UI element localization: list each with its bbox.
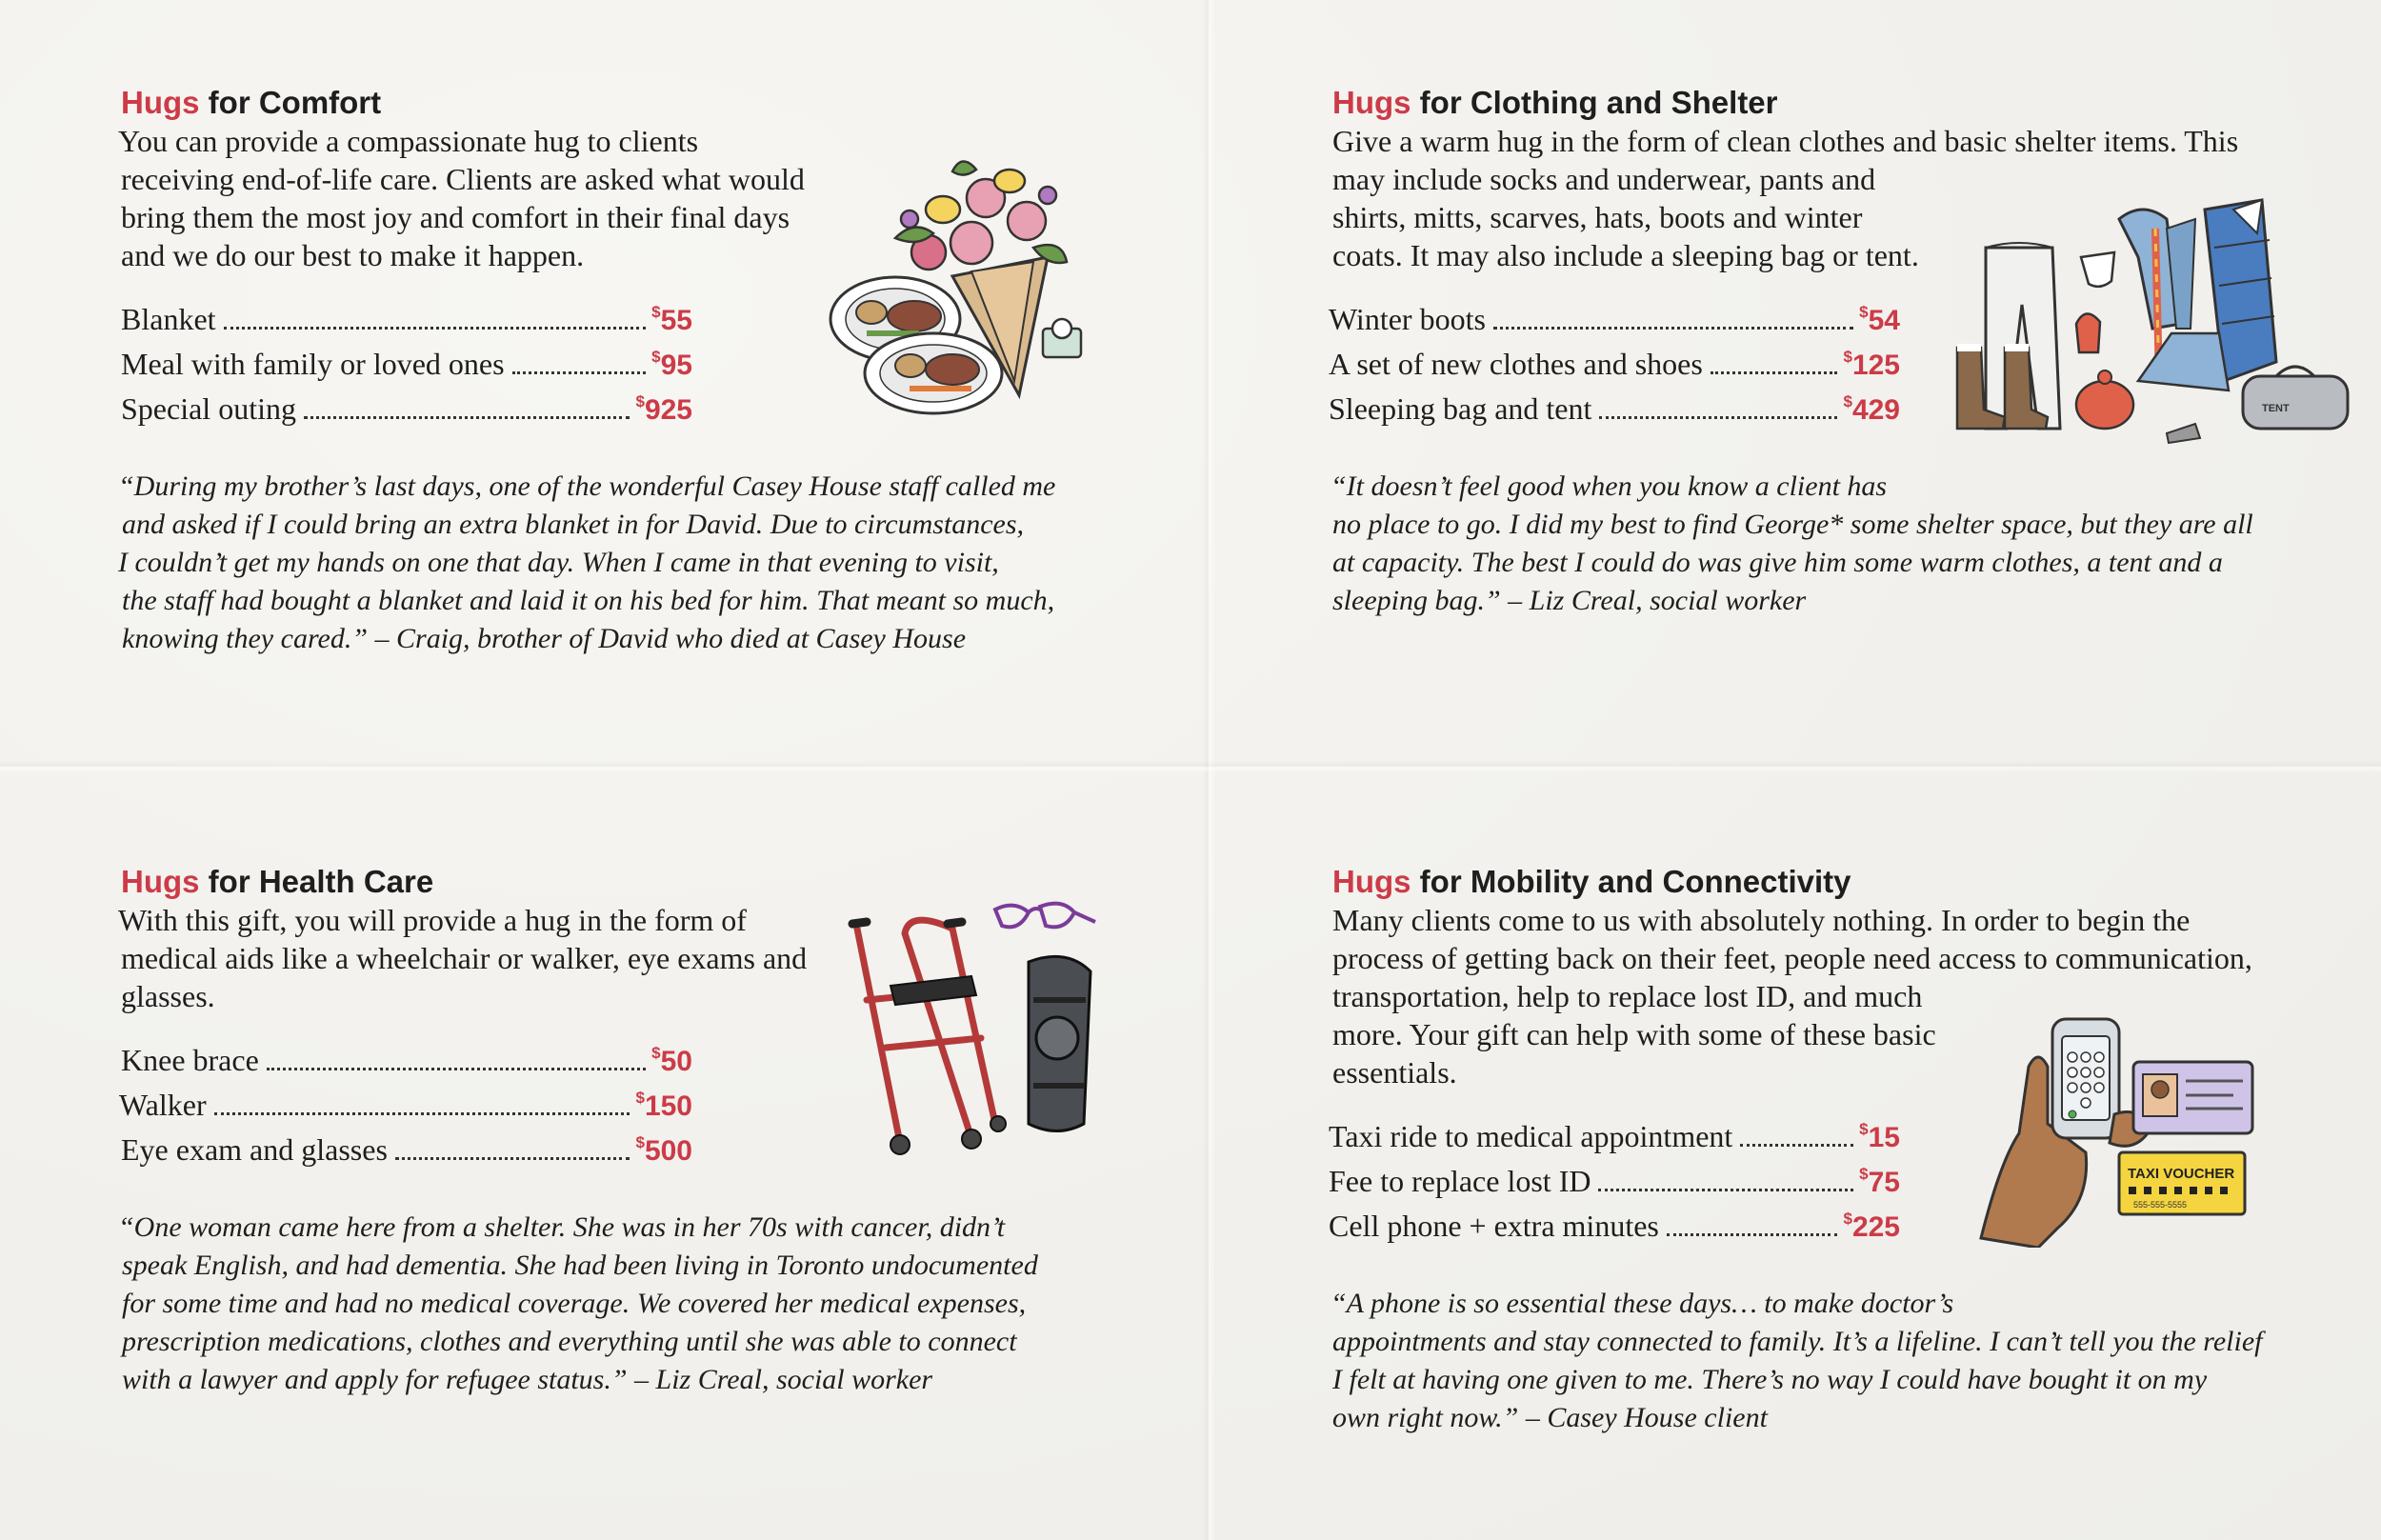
- price-row: [1329, 1112, 1900, 1157]
- price-value: $150: [635, 1089, 692, 1122]
- quote-line: appointments and stay connected to family. It’s a lifeline. I can’t tell you the relief: [1332, 1326, 2263, 1357]
- dot-leader: [395, 1157, 630, 1160]
- quote-line: with a lawyer and apply for refugee status.” – Liz Creal, social worker: [122, 1364, 933, 1395]
- testimonial-quote: [1332, 468, 2323, 620]
- quote-line: speak English, and had dementia. She had been living in Toronto undocumented: [122, 1250, 1038, 1281]
- intro-line: may include socks and underwear, pants and: [1332, 162, 1876, 196]
- intro-line: medical aids like a wheelchair or walker, eye exams and: [121, 941, 808, 975]
- section-title-accent: Hugs: [121, 85, 200, 120]
- price-value: $95: [651, 348, 692, 381]
- price-row: [1329, 385, 1900, 430]
- flowers-meal-ring-icon: [829, 152, 1114, 419]
- price-value: $925: [635, 392, 692, 426]
- currency-symbol: $: [651, 1044, 661, 1062]
- price-label: Fee to replace lost ID: [1329, 1164, 1591, 1198]
- taxi-voucher-number: 555-555-5555: [2133, 1200, 2188, 1210]
- price-value: $225: [1843, 1210, 1900, 1243]
- dot-leader: [1667, 1233, 1838, 1236]
- currency-symbol: $: [635, 1133, 645, 1151]
- section-title-accent: Hugs: [121, 864, 200, 899]
- intro-line: glasses.: [121, 979, 215, 1013]
- price-value: $55: [651, 303, 692, 336]
- winter-clothes-tent-icon: [1948, 190, 2367, 448]
- dot-leader: [1740, 1144, 1853, 1147]
- price-value: $500: [635, 1133, 692, 1167]
- intro-line: shirts, mitts, scarves, hats, boots and winter: [1332, 200, 1863, 234]
- price-row: [121, 1126, 692, 1170]
- section-title-accent: Hugs: [1332, 864, 1411, 899]
- quote-line: no place to go. I did my best to find George* some shelter space, but they are all: [1332, 509, 2253, 540]
- price-label: Walker: [119, 1088, 207, 1122]
- intro-line: receiving end-of-life care. Clients are asked what would: [121, 162, 805, 196]
- price-list: [1329, 295, 1900, 430]
- section-title-text: for Clothing and Shelter: [1419, 85, 1778, 120]
- dot-leader: [1493, 327, 1853, 330]
- intro-line: essentials.: [1332, 1055, 1457, 1090]
- price-row: [121, 340, 692, 385]
- tent-label: TENT: [2262, 403, 2290, 414]
- price-row: [1329, 340, 1900, 385]
- quote-line: I couldn’t get my hands on one that day. When I came in that evening to visit,: [118, 547, 999, 578]
- currency-symbol: $: [1859, 1120, 1869, 1138]
- quote-line: prescription medications, clothes and everything until she was able to connect: [122, 1326, 1017, 1357]
- price-label: Taxi ride to medical appointment: [1329, 1119, 1733, 1153]
- price-label: Meal with family or loved ones: [121, 347, 505, 381]
- price-label: Eye exam and glasses: [121, 1132, 388, 1167]
- horizontal-fold: [0, 760, 2381, 773]
- quote-line: for some time and had no medical coverage. We covered her medical expenses,: [122, 1288, 1027, 1319]
- intro-line: bring them the most joy and comfort in their final days: [121, 200, 790, 234]
- price-label: Winter boots: [1329, 302, 1486, 336]
- currency-symbol: $: [1843, 348, 1852, 366]
- intro-line: coats. It may also include a sleeping bag or tent.: [1332, 238, 1919, 272]
- currency-symbol: $: [635, 392, 645, 410]
- quote-line: “During my brother’s last days, one of the wonderful Casey House staff called me: [118, 470, 1056, 502]
- intro-line: You can provide a compassionate hug to clients: [118, 124, 699, 158]
- quote-line: at capacity. The best I could do was give him some warm clothes, a tent and a: [1332, 547, 2223, 578]
- price-row: [1329, 1202, 1900, 1247]
- currency-symbol: $: [651, 348, 661, 366]
- testimonial-quote: [118, 1209, 1073, 1399]
- currency-symbol: $: [1843, 1210, 1852, 1228]
- dot-leader: [1711, 371, 1838, 374]
- section-title-text: for Comfort: [208, 85, 382, 120]
- price-value: $429: [1843, 392, 1900, 426]
- quote-line: own right now.” – Casey House client: [1332, 1402, 1768, 1433]
- quote-line: and asked if I could bring an extra blanket in for David. Due to circumstances,: [122, 509, 1025, 540]
- price-list: [1329, 1112, 1900, 1247]
- section-title-text: for Mobility and Connectivity: [1419, 864, 1851, 899]
- dot-leader: [304, 416, 630, 419]
- dot-leader: [214, 1112, 630, 1115]
- intro-line: more. Your gift can help with some of these basic: [1332, 1017, 1936, 1051]
- quote-line: “One woman came here from a shelter. She was in her 70s with cancer, didn’t: [118, 1211, 1006, 1243]
- section-title: [121, 84, 1073, 122]
- section-title-accent: Hugs: [1332, 85, 1411, 120]
- dot-leader: [1598, 1189, 1853, 1191]
- quote-line: the staff had bought a blanket and laid it on his bed for him. That meant so much,: [122, 585, 1055, 616]
- price-label: Special outing: [121, 391, 296, 426]
- dot-leader: [512, 371, 647, 374]
- dot-leader: [1599, 416, 1837, 419]
- price-value: $125: [1843, 348, 1900, 381]
- quote-line: “A phone is so essential these days… to make doctor’s: [1331, 1288, 1954, 1319]
- intro-line: process of getting back on their feet, people need access to communication,: [1332, 941, 2252, 975]
- price-list: [121, 295, 692, 430]
- price-row: [1329, 1157, 1900, 1202]
- currency-symbol: $: [1843, 392, 1852, 410]
- testimonial-quote: [118, 468, 1073, 658]
- price-list: [121, 1036, 692, 1170]
- price-label: A set of new clothes and shoes: [1329, 347, 1703, 381]
- price-label: Blanket: [121, 302, 216, 336]
- section-title-text: for Health Care: [208, 864, 434, 899]
- intro-line: and we do our best to make it happen.: [121, 238, 585, 272]
- quote-line: sleeping bag.” – Liz Creal, social worker: [1332, 585, 1807, 616]
- price-value: $15: [1859, 1120, 1900, 1153]
- currency-symbol: $: [1859, 1165, 1869, 1183]
- price-row: [121, 1036, 692, 1081]
- intro-line: With this gift, you will provide a hug in the form of: [118, 903, 747, 937]
- walker-brace-glasses-icon: [829, 895, 1114, 1181]
- price-row: [1329, 295, 1900, 340]
- intro-line: transportation, help to replace lost ID, and much: [1332, 979, 1923, 1013]
- currency-symbol: $: [1859, 303, 1869, 321]
- price-value: $75: [1859, 1165, 1900, 1198]
- price-row: [119, 1081, 692, 1126]
- price-row: [121, 385, 692, 430]
- price-label: Cell phone + extra minutes: [1329, 1209, 1659, 1243]
- currency-symbol: $: [651, 303, 661, 321]
- testimonial-quote: [1332, 1285, 2342, 1437]
- phone-id-taxi-voucher-icon: [1971, 1010, 2257, 1248]
- dot-leader: [267, 1068, 646, 1070]
- price-value: $50: [651, 1044, 692, 1077]
- section-title: [1332, 84, 2323, 122]
- intro-line: Give a warm hug in the form of clean clothes and basic shelter items. This: [1332, 124, 2239, 158]
- quote-line: knowing they cared.” – Craig, brother of David who died at Casey House: [122, 623, 967, 654]
- price-value: $54: [1859, 303, 1900, 336]
- currency-symbol: $: [635, 1089, 645, 1107]
- price-label: Sleeping bag and tent: [1329, 391, 1592, 426]
- dot-leader: [224, 327, 647, 330]
- section-title: [1332, 863, 2342, 901]
- quote-line: “It doesn’t feel good when you know a client has: [1331, 470, 1888, 502]
- price-label: Knee brace: [121, 1043, 259, 1077]
- price-row: [121, 295, 692, 340]
- taxi-voucher-label: TAXI VOUCHER: [2128, 1166, 2235, 1182]
- intro-line: Many clients come to us with absolutely nothing. In order to begin the: [1332, 903, 2191, 937]
- quote-line: I felt at having one given to me. There’s no way I could have bought it on my: [1332, 1364, 2208, 1395]
